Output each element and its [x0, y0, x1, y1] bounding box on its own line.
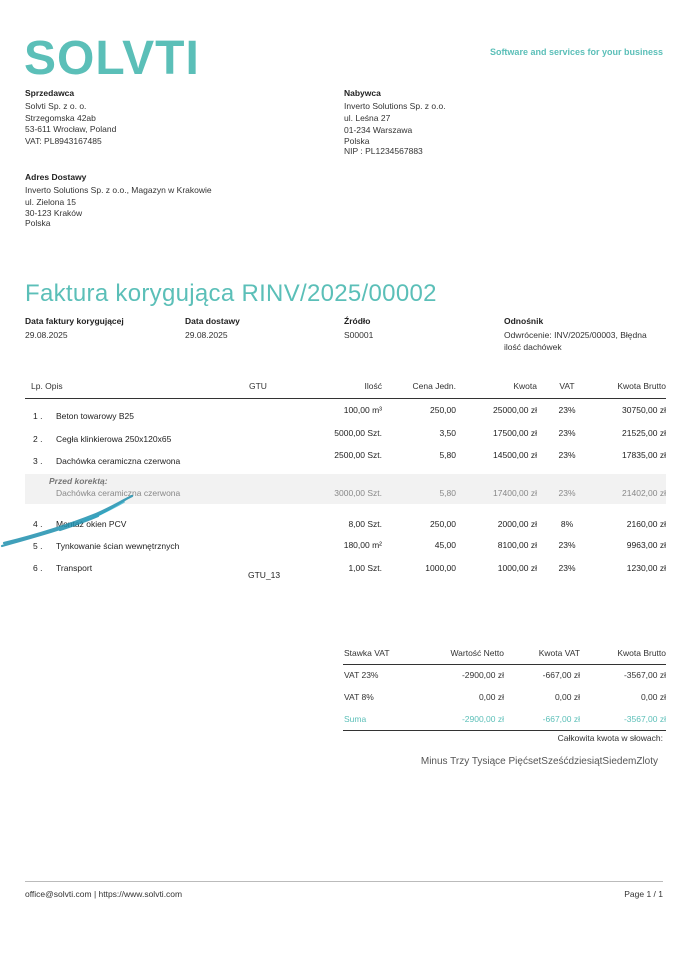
buyer-line: 01-234 Warszawa	[344, 125, 413, 135]
summary-total-row	[343, 709, 666, 731]
row-price: 250,00	[430, 518, 456, 529]
row-desc: Dachówka ceramiczna czerwona	[56, 487, 181, 498]
reference-label: Odnośnik	[504, 316, 544, 326]
buyer-line: Inverto Solutions Sp. z o.o.	[344, 101, 446, 111]
table-row	[25, 448, 666, 471]
summary-gross: -3567,00 zł	[623, 670, 666, 680]
row-qty: 5000,00 Szt.	[334, 427, 382, 438]
invoice-date-block	[25, 316, 124, 341]
source-value: S00001	[344, 330, 374, 340]
header-lp-opis: Lp. Opis	[31, 381, 63, 391]
summary-total-gross: -3567,00 zł	[623, 714, 666, 724]
row-lp: 2 .	[33, 433, 43, 444]
delivery-date-block	[185, 316, 240, 341]
row-gross: 2160,00 zł	[626, 518, 666, 529]
row-vat: 23%	[558, 405, 576, 415]
row-gtu: GTU_13	[248, 569, 281, 580]
row-qty: 1,00 Szt.	[348, 562, 382, 573]
row-lp: 3 .	[33, 456, 43, 466]
invoice-date-value: 29.08.2025	[25, 330, 68, 340]
row-qty: 180,00 m²	[343, 540, 382, 550]
row-desc: Montaż okien PCV	[56, 518, 127, 529]
seller-line: VAT: PL8943167485	[25, 135, 102, 146]
row-vat: 23%	[558, 487, 576, 498]
row-lp: 4 .	[33, 518, 43, 529]
footer-divider	[25, 881, 663, 882]
summary-header	[343, 643, 666, 665]
header-gross: Kwota Brutto	[617, 381, 666, 391]
logo-wordmark: SOLVTI	[24, 32, 200, 78]
header-unit-price: Cena Jedn.	[412, 381, 456, 391]
row-qty: 100,00 m³	[343, 405, 382, 415]
buyer-block	[344, 88, 594, 157]
summary-header-vat: Kwota VAT	[538, 648, 580, 658]
row-qty: 3000,00 Szt.	[334, 487, 382, 498]
row-price: 45,00	[434, 540, 456, 550]
source-label: Źródło	[344, 316, 371, 326]
row-price: 1000,00	[425, 562, 456, 573]
document-title: Faktura korygująca RINV/2025/00002	[25, 280, 437, 307]
amount-in-words-label: Całkowita kwota w słowach:	[557, 733, 663, 743]
footer-contact: office@solvti.com | https://www.solvti.com	[25, 889, 183, 899]
table-row	[25, 556, 666, 579]
summary-header-gross: Kwota Brutto	[617, 648, 666, 658]
buyer-line: Polska	[344, 135, 370, 146]
row-desc: Tynkowanie ścian wewnętrznych	[56, 541, 180, 551]
summary-vat: -667,00 zł	[542, 670, 580, 680]
summary-rate: VAT 8%	[344, 692, 374, 702]
header-gtu: GTU	[249, 381, 267, 391]
row-lp: 1 .	[33, 411, 43, 421]
tagline: Software and services for your business	[489, 47, 663, 57]
row-gross: 1230,00 zł	[626, 562, 666, 573]
row-vat: 23%	[558, 562, 576, 573]
summary-header-rate: Stawka VAT	[344, 648, 390, 658]
summary-total-net: -2900,00 zł	[461, 714, 504, 724]
summary-vat: 0,00 zł	[554, 692, 580, 702]
row-price: 3,50	[439, 427, 456, 438]
summary-total-label: Suma	[344, 714, 367, 724]
row-price: 5,80	[439, 450, 456, 460]
delivery-line: Polska	[25, 218, 51, 228]
delivery-line: ul. Zielona 15	[25, 196, 77, 207]
buyer-line: ul. Leśna 27	[344, 112, 391, 123]
row-desc: Cegła klinkierowa 250x120x65	[56, 433, 172, 444]
buyer-title: Nabywca	[344, 88, 381, 98]
row-desc: Beton towarowy B25	[56, 411, 134, 421]
row-vat: 23%	[558, 427, 576, 438]
summary-gross: 0,00 zł	[640, 692, 666, 702]
reference-value: ilość dachówek	[504, 342, 562, 352]
page-number: Page 1 / 1	[624, 889, 663, 899]
row-amount: 14500,00 zł	[493, 450, 537, 460]
solvti-logo	[24, 26, 224, 78]
buyer-line: NIP : PL1234567883	[344, 145, 423, 156]
row-desc: Dachówka ceramiczna czerwona	[56, 456, 181, 466]
row-price: 250,00	[430, 405, 456, 415]
delivery-date-value: 29.08.2025	[185, 330, 228, 340]
seller-line: Strzegomska 42ab	[25, 112, 96, 123]
summary-row	[343, 687, 666, 709]
seller-line: 53-611 Wrocław, Poland	[25, 124, 117, 134]
row-amount: 17400,00 zł	[493, 487, 537, 498]
reference-value: Odwrócenie: INV/2025/00003, Błędna	[504, 330, 647, 340]
summary-header-net: Wartość Netto	[450, 648, 504, 658]
row-gross: 21402,00 zł	[622, 487, 666, 498]
summary-row	[343, 665, 666, 687]
row-amount: 25000,00 zł	[493, 405, 537, 415]
summary-total-vat: -667,00 zł	[542, 714, 580, 724]
delivery-title: Adres Dostawy	[25, 172, 87, 182]
row-qty: 8,00 Szt.	[348, 518, 382, 529]
summary-net: 0,00 zł	[478, 692, 504, 702]
row-amount: 8100,00 zł	[497, 540, 537, 550]
handwritten-scribble	[0, 490, 140, 550]
source-block	[344, 316, 373, 341]
row-lp: 5 .	[33, 541, 43, 551]
row-amount: 2000,00 zł	[497, 518, 537, 529]
delivery-address-block	[25, 172, 305, 228]
delivery-line: 30-123 Kraków	[25, 208, 83, 218]
row-gross: 30750,00 zł	[622, 405, 666, 415]
header-qty: Ilość	[364, 381, 382, 391]
header-amount: Kwota	[513, 381, 537, 391]
vat-summary-table	[343, 643, 666, 731]
amount-in-words: Minus Trzy Tysiące PięćsetSześćdziesiątSiedemZloty	[420, 756, 658, 767]
row-desc: Transport	[56, 562, 93, 573]
reference-block	[504, 316, 669, 353]
table-row	[25, 426, 666, 449]
delivery-line: Inverto Solutions Sp. z o.o., Magazyn w Krakowie	[25, 185, 212, 195]
row-gross: 21525,00 zł	[622, 427, 666, 438]
before-correction-title: Przed korektą:	[49, 475, 108, 486]
row-amount: 1000,00 zł	[497, 562, 537, 573]
row-gross: 9963,00 zł	[626, 540, 666, 550]
table-row	[25, 403, 666, 426]
summary-net: -2900,00 zł	[461, 670, 504, 680]
delivery-date-label: Data dostawy	[185, 316, 240, 326]
row-price: 5,80	[439, 487, 456, 498]
row-vat: 23%	[558, 540, 576, 550]
row-vat: 23%	[558, 450, 576, 460]
row-lp: 6 .	[33, 562, 43, 573]
row-vat: 8%	[560, 518, 574, 529]
row-qty: 2500,00 Szt.	[334, 450, 382, 460]
header-vat: VAT	[559, 381, 575, 391]
summary-rate: VAT 23%	[344, 670, 379, 680]
seller-title: Sprzedawca	[25, 88, 75, 98]
row-gross: 17835,00 zł	[622, 450, 666, 460]
seller-line: Solvti Sp. z o. o.	[25, 101, 87, 111]
items-table-header	[25, 377, 666, 399]
invoice-date-label: Data faktury korygującej	[25, 316, 124, 326]
seller-block	[25, 88, 275, 147]
row-amount: 17500,00 zł	[493, 427, 537, 438]
